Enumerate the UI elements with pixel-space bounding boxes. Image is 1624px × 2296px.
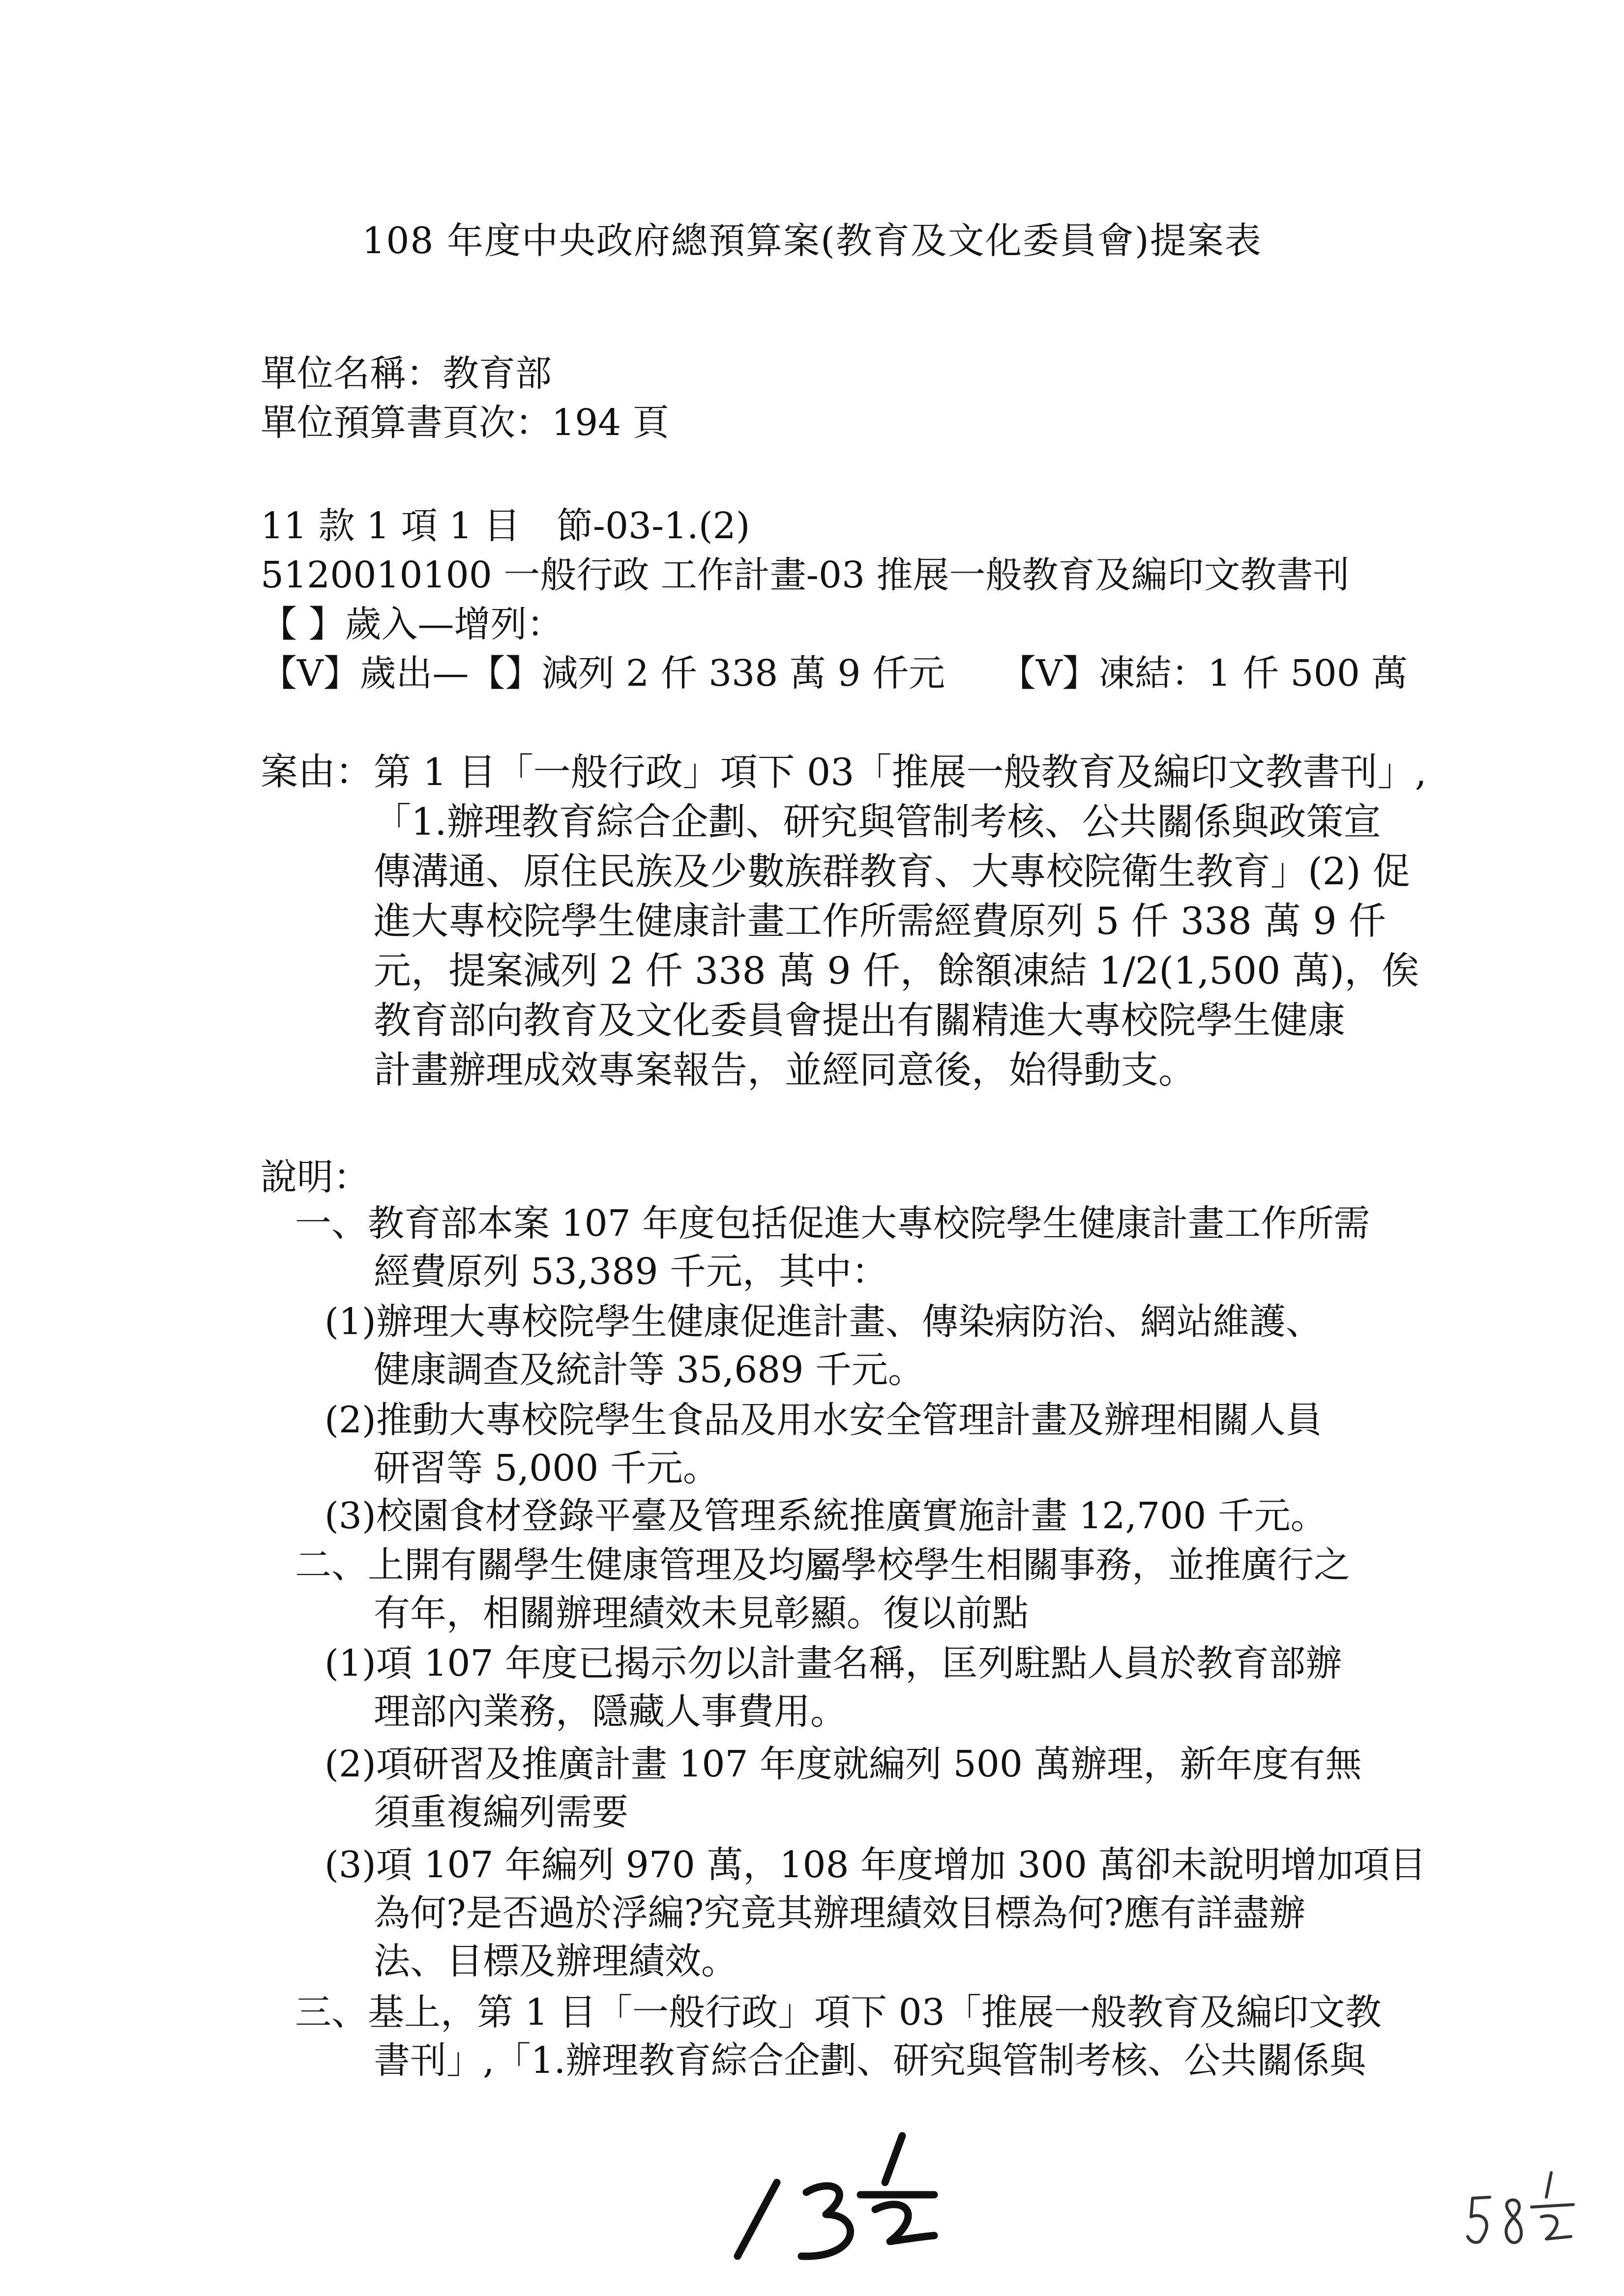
desc-line: (1)辦理大專校院學生健康促進計畫、傳染病防治、網站維護、	[325, 1301, 1322, 1343]
case-line: 「1.辦理教育綜合企劃、研究與管制考核、公共關係與政策宣	[374, 800, 1381, 843]
desc-line: 理部內業務，隱藏人事費用。	[374, 1690, 847, 1733]
handwritten-margin-note	[1460, 2158, 1583, 2256]
plan-line: 5120010100 一般行政 工作計畫-03 推展一般教育及編印文教書刊	[261, 554, 1350, 596]
case-line: 第 1 目「一般行政」項下 03「推展一般教育及編印文教書刊」,	[374, 750, 1427, 794]
revenue-line: 【 】歲入—增列：	[261, 603, 563, 645]
desc-line: 有年，相關辦理績效未見彰顯。復以前點	[374, 1592, 1029, 1634]
desc-line: 三、基上，第 1 目「一般行政」項下 03「推展一般教育及編印文教	[295, 1991, 1382, 2034]
desc-line: (2)推動大專校院學生食品及用水安全管理計畫及辦理相關人員	[325, 1399, 1322, 1441]
desc-item-2-3	[325, 1841, 1426, 1985]
desc-line: 研習等 5,000 千元。	[374, 1447, 719, 1489]
document-title: 108 年度中央政府總預算案(教育及文化委員會)提案表	[362, 220, 1262, 262]
desc-line: 經費原列 53,389 千元，其中：	[374, 1250, 888, 1293]
desc-line: (1)項 107 年度已揭示勿以計畫名稱，匡列駐點人員於教育部辦	[325, 1642, 1342, 1685]
case-body	[374, 747, 1427, 1095]
case-line: 教育部向教育及文化委員會提出有關精進大專校院學生健康	[374, 998, 1345, 1042]
desc-item-2-2	[325, 1740, 1361, 1836]
desc-item-1-2	[325, 1396, 1322, 1492]
case-line: 元，提案減列 2 仟 338 萬 9 仟，餘額凍結 1/2(1,500 萬)，俟	[374, 949, 1419, 992]
desc-line: (3)校園食材登錄平臺及管理系統推廣實施計畫 12,700 千元。	[325, 1495, 1327, 1537]
expense-line: 【V】歲出—【】減列 2 仟 338 萬 9 仟元 【V】凍結：1 仟 500 萬	[261, 652, 1408, 695]
desc-item-1	[295, 1199, 1370, 1296]
desc-line: 健康調查及統計等 35,689 千元。	[374, 1349, 924, 1391]
desc-line: 一、教育部本案 107 年度包括促進大專校院學生健康計畫工作所需	[295, 1202, 1370, 1245]
desc-line: 二、上開有關學生健康管理及均屬學校學生相關事務，並推廣行之	[295, 1544, 1350, 1586]
description-label: 說明：	[261, 1156, 370, 1198]
case-line: 計畫辦理成效專案報告，並經同意後，始得動支。	[374, 1048, 1196, 1092]
case-label: 案由：	[261, 750, 373, 793]
unit-name: 單位名稱：教育部	[261, 352, 552, 395]
desc-line: 須重複編列需要	[374, 1791, 628, 1833]
desc-item-1-1	[325, 1298, 1322, 1394]
handwritten-page-number	[728, 2109, 983, 2271]
desc-line: 法、目標及辦理績效。	[374, 1940, 738, 1982]
desc-line: 為何?是否過於浮編?究竟其辦理績效目標為何?應有詳盡辦	[374, 1892, 1306, 1934]
unit-budget-page: 單位預算書頁次：194 頁	[261, 402, 669, 444]
case-line: 傳溝通、原住民族及少數族群教育、大專校院衛生教育」(2) 促	[374, 849, 1410, 893]
desc-line: (3)項 107 年編列 970 萬，108 年度增加 300 萬卻未說明增加項目	[325, 1844, 1426, 1886]
budget-item-code: 11 款 1 項 1 目 節-03-1.(2)	[261, 505, 750, 547]
desc-item-3	[295, 1988, 1382, 2085]
desc-item-1-3	[325, 1492, 1327, 1540]
desc-line: 書刊」,「1.辦理教育綜合企劃、研究與管制考核、公共關係與	[374, 2039, 1366, 2082]
desc-line: (2)項研習及推廣計畫 107 年度就編列 500 萬辦理，新年度有無	[325, 1743, 1362, 1785]
case-line: 進大專校院學生健康計畫工作所需經費原列 5 仟 338 萬 9 仟	[374, 899, 1386, 943]
desc-item-2-1	[325, 1639, 1342, 1736]
desc-item-2	[295, 1541, 1350, 1637]
